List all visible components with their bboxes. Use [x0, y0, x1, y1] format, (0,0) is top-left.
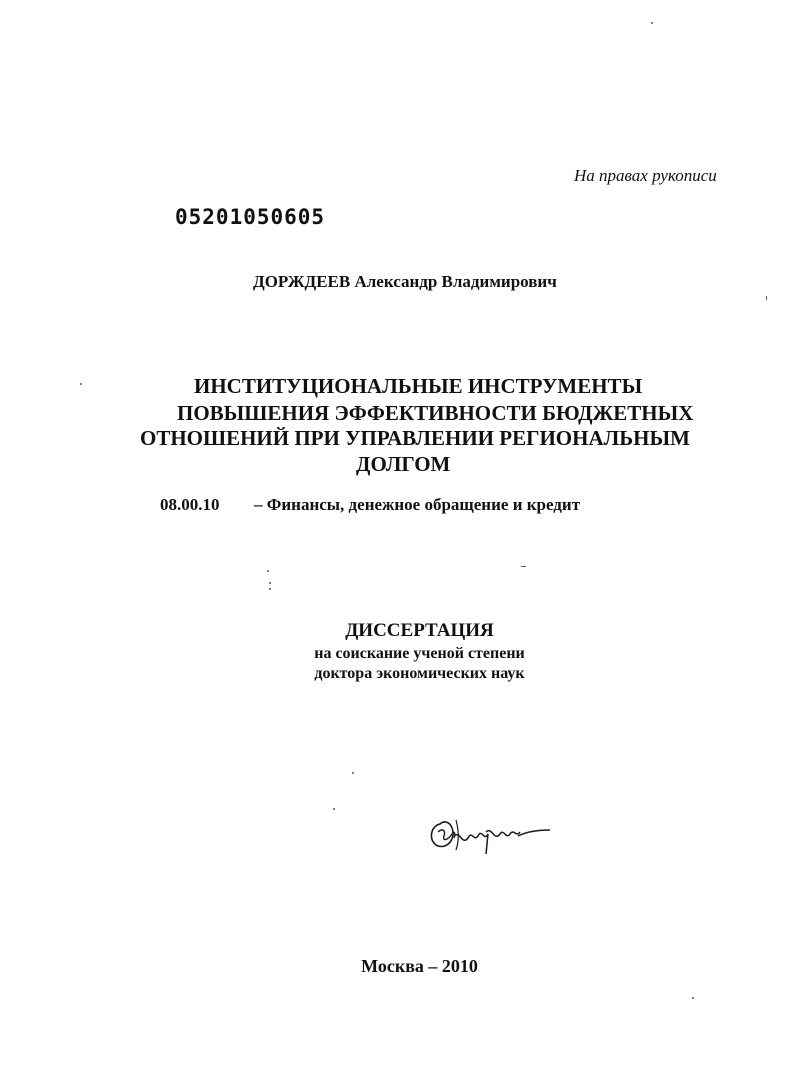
specialty-code: 08.00.10: [160, 495, 220, 514]
title-line: ДОЛГОМ: [356, 452, 451, 476]
document-type-label: ДИССЕРТАЦИЯ: [345, 620, 494, 641]
scan-speck: [521, 566, 526, 567]
title-line: ОТНОШЕНИЙ ПРИ УПРАВЛЕНИИ РЕГИОНАЛЬНЫМ: [140, 426, 690, 450]
scan-speck: [80, 383, 82, 385]
inventory-number: 05201050605: [175, 205, 326, 229]
scan-speck: [267, 570, 269, 572]
scan-speck: [269, 582, 271, 584]
scan-speck: [352, 772, 354, 774]
scan-speck: [766, 296, 767, 300]
scan-speck: [692, 997, 694, 999]
scan-speck: [269, 588, 271, 590]
specialty-name: – Финансы, денежное обращение и кредит: [254, 495, 581, 514]
title-line: ПОВЫШЕНИЯ ЭФФЕКТИВНОСТИ БЮДЖЕТНЫХ: [177, 401, 694, 425]
handwritten-signature-icon: [426, 808, 556, 860]
rights-note: На правах рукописи: [574, 166, 717, 185]
title-line: ИНСТИТУЦИОНАЛЬНЫЕ ИНСТРУМЕНТЫ: [194, 374, 643, 398]
degree-line: на соискание ученой степени: [314, 645, 525, 662]
degree-line: доктора экономических наук: [314, 665, 525, 682]
scan-speck: [651, 22, 653, 24]
city-year: Москва – 2010: [361, 956, 478, 976]
scan-speck: [333, 808, 335, 810]
author-name: ДОРЖДЕЕВ Александр Владимирович: [253, 272, 557, 291]
